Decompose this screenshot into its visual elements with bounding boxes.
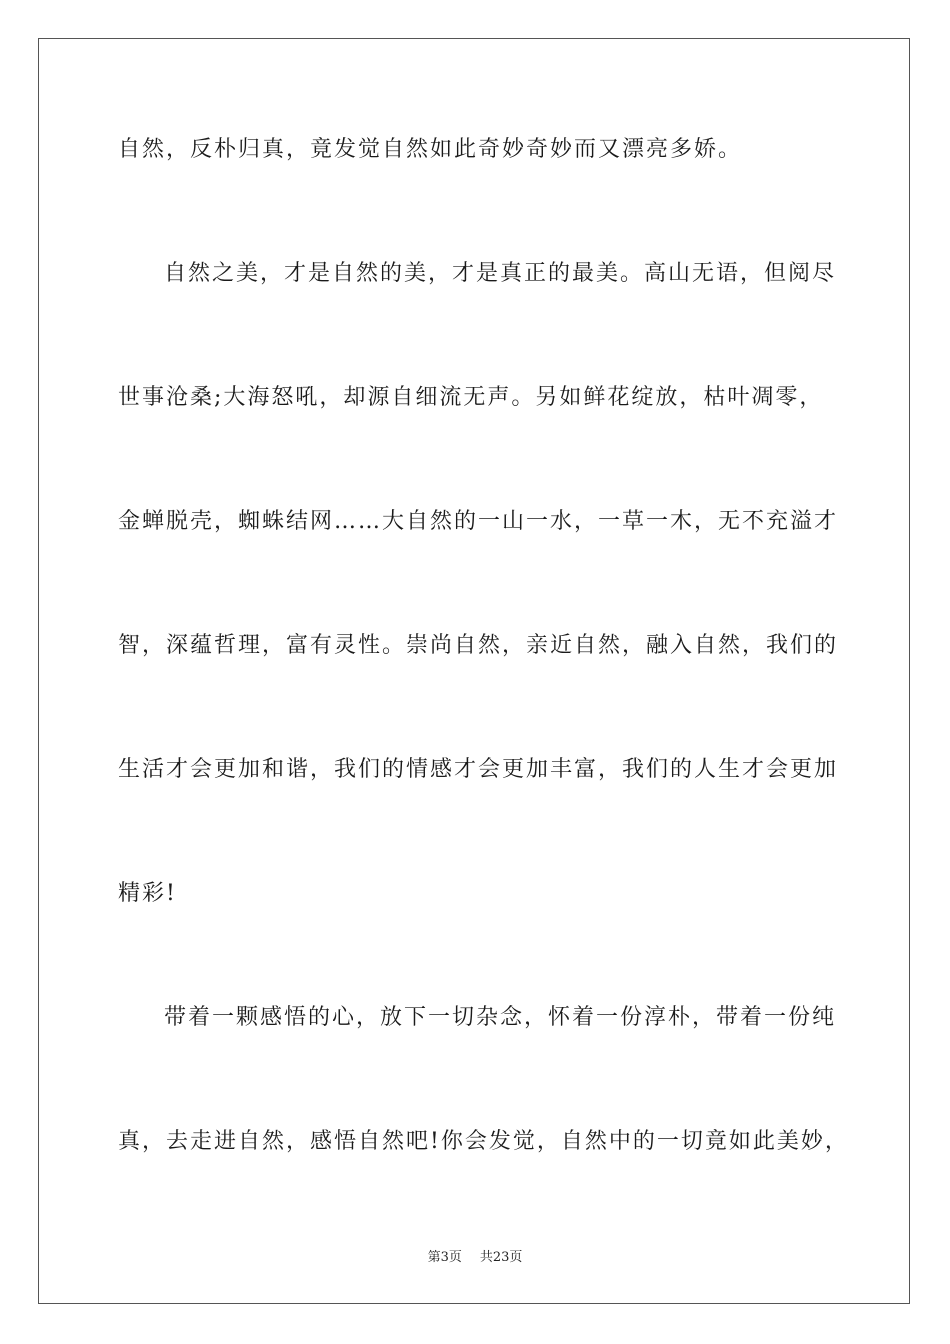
text-line: 金蝉脱壳，蜘蛛结网……大自然的一山一水，一草一木，无不充溢才 — [118, 509, 839, 534]
paragraph-first-line: 带着一颗感悟的心，放下一切杂念，怀着一份淳朴，带着一份纯 — [164, 1005, 837, 1030]
text-line: 自然，反朴归真，竟发觉自然如此奇妙奇妙而又漂亮多娇。 — [118, 137, 743, 162]
text-line: 世事沧桑;大海怒吼，却源自细流无声。另如鲜花绽放，枯叶凋零， — [118, 385, 824, 410]
text-line: 精彩! — [118, 881, 177, 906]
page-frame — [38, 38, 910, 1304]
page-number: 第3页 — [427, 1250, 462, 1265]
text-line: 智，深蕴哲理，富有灵性。崇尚自然，亲近自然，融入自然，我们的 — [118, 633, 839, 658]
text-line: 真，去走进自然，感悟自然吧!你会发觉，自然中的一切竟如此美妙， — [118, 1129, 849, 1154]
paragraph-first-line: 自然之美，才是自然的美，才是真正的最美。高山无语，但阅尽 — [164, 261, 837, 286]
page-footer — [0, 1246, 950, 1265]
text-line: 生活才会更加和谐，我们的情感才会更加丰富，我们的人生才会更加 — [118, 757, 839, 782]
page-total: 共23页 — [479, 1250, 523, 1265]
